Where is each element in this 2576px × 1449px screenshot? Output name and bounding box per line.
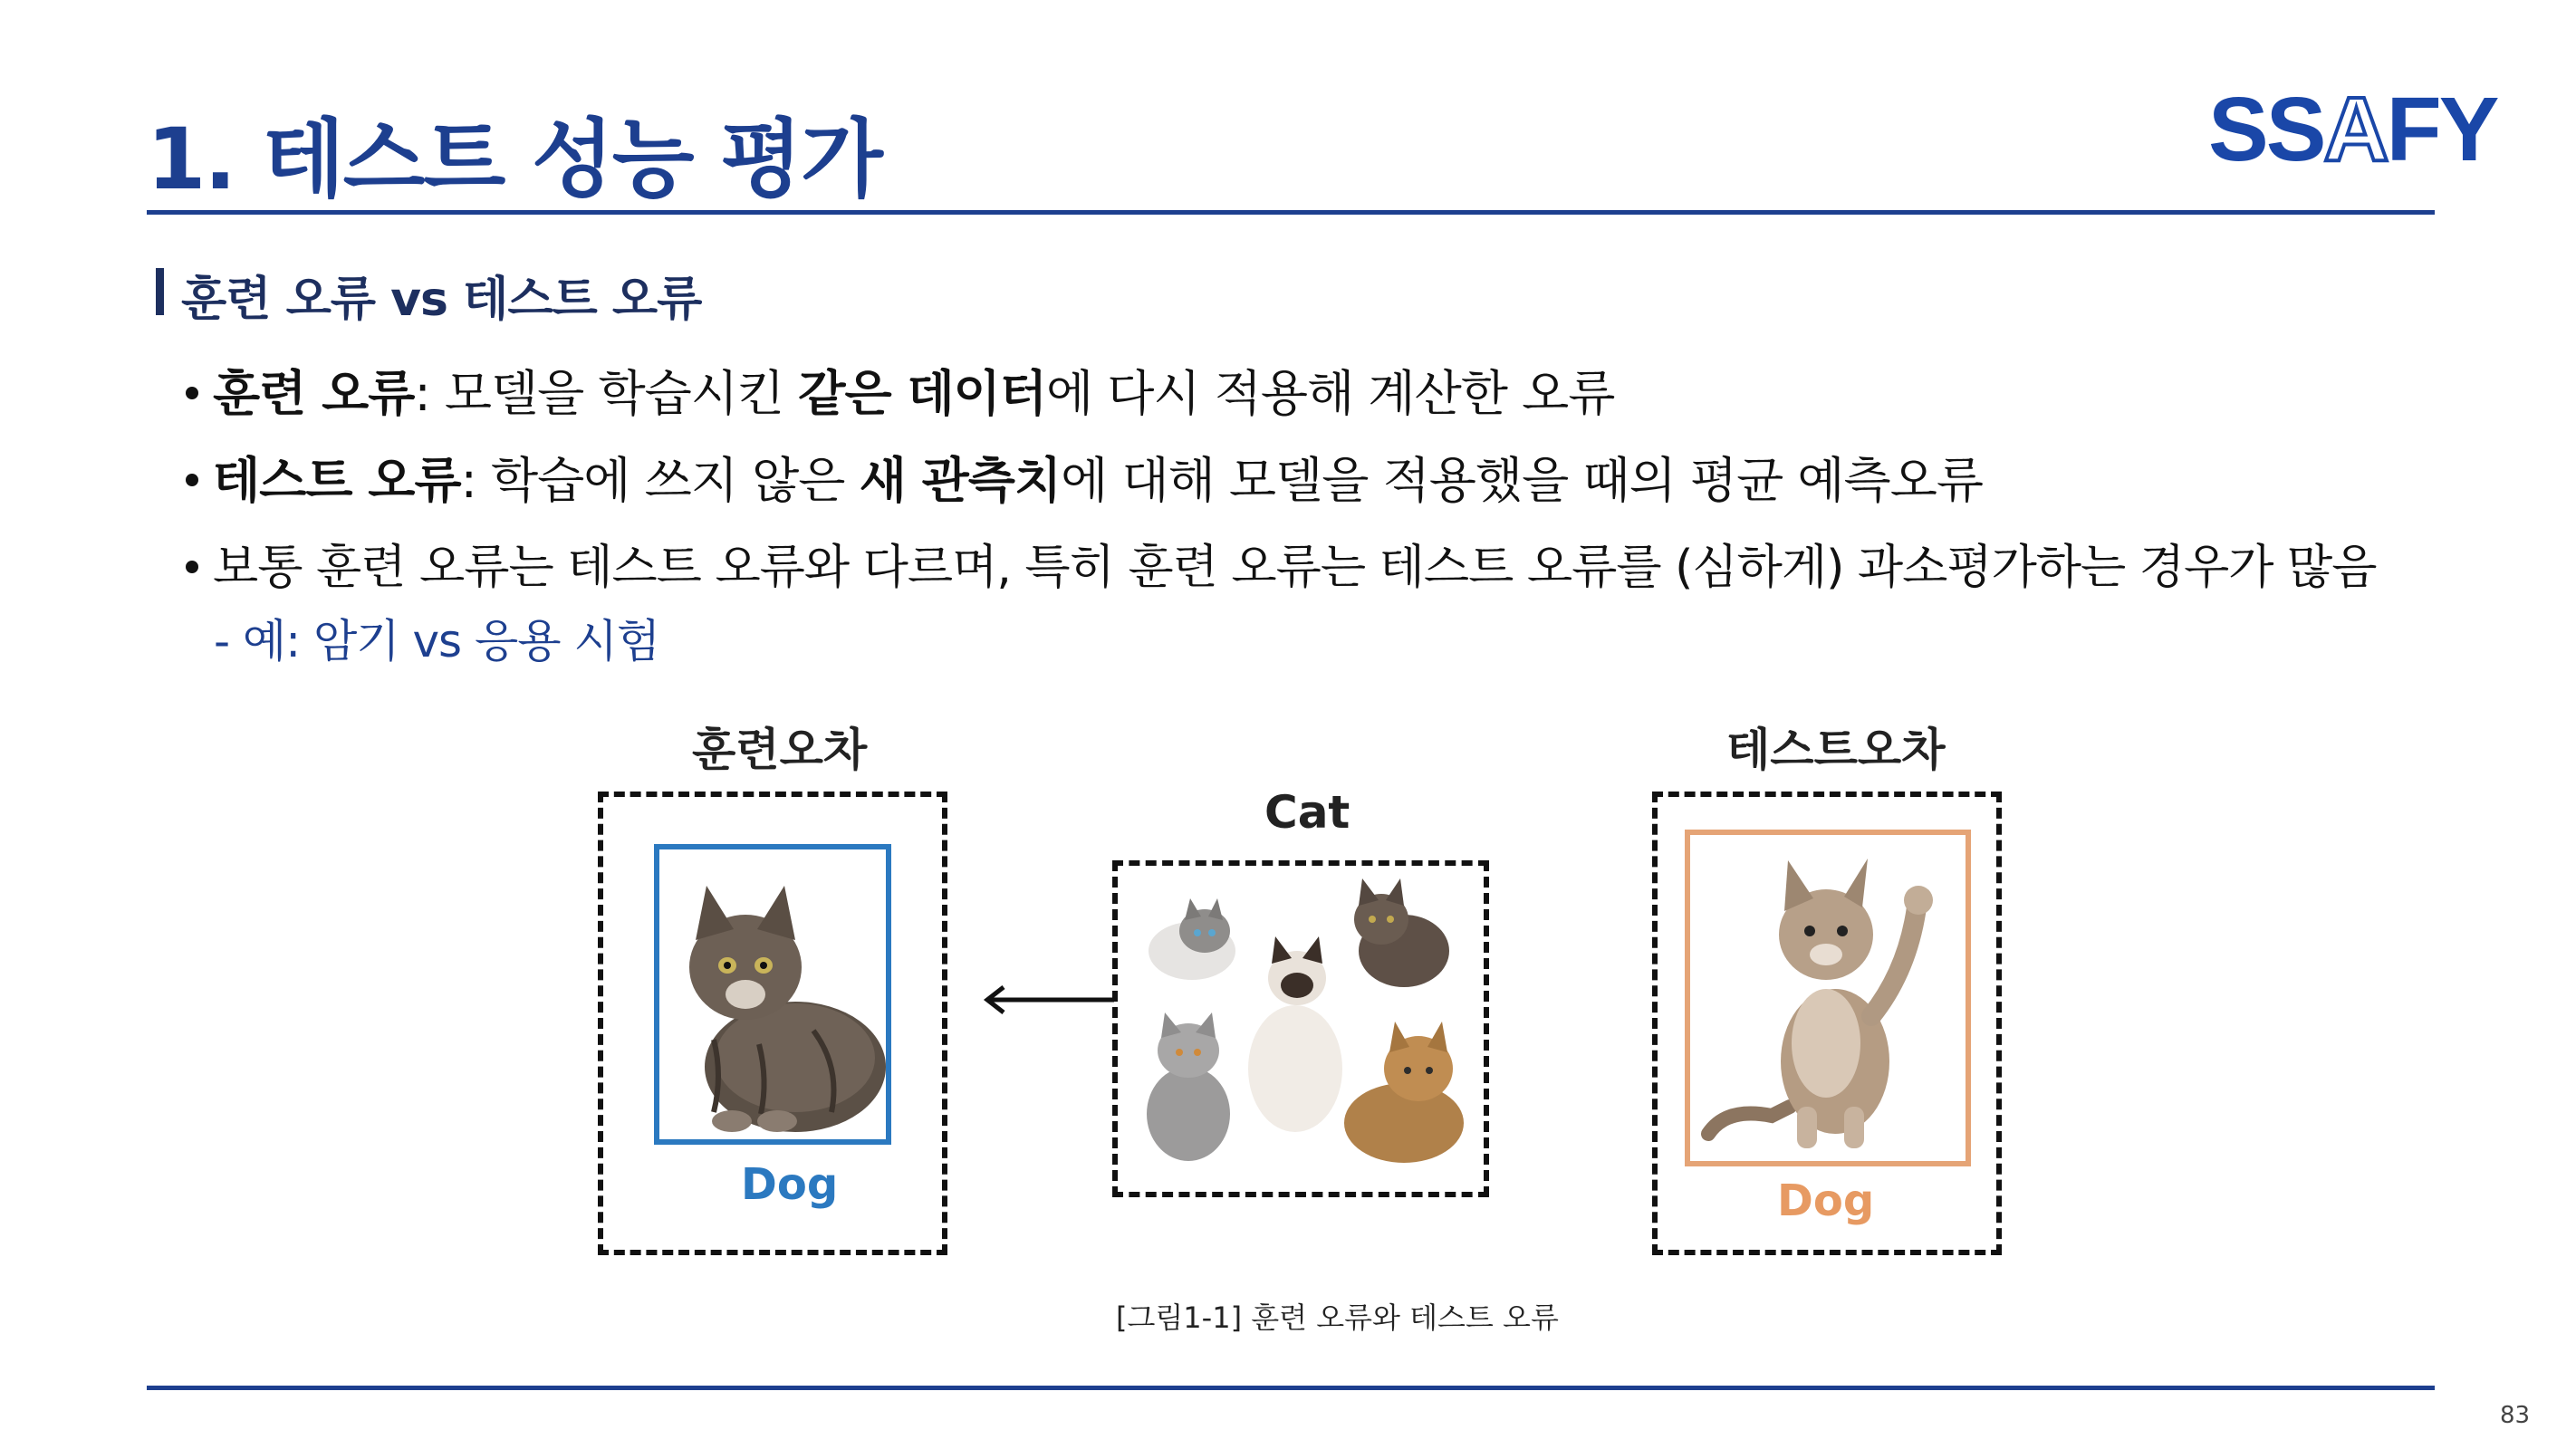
logo-text-suffix: FY [2386, 79, 2497, 180]
train-image-frame [654, 844, 891, 1145]
bullet-dot-icon [186, 561, 198, 573]
bullet-train-error [186, 355, 1614, 425]
bullet-text: 보통 훈련 오류는 테스트 오류와 다르며, 특히 훈련 오류는 테스트 오류를 (심하게) 과소평가하는 경우가 많음 [213, 541, 2377, 595]
bullet-text: 에 다시 적용해 계산한 오류 [1045, 365, 1615, 422]
sub-bullet-example: - 예: 암기 vs 응용 시험 [214, 615, 660, 667]
bullet-dot-icon [186, 387, 198, 399]
bullet-text: : 모델을 학습시킨 [414, 365, 799, 422]
section-heading: 훈련 오류 vs 테스트 오류 [181, 273, 702, 327]
train-error-label: 훈련오차 [692, 724, 868, 776]
logo-text-prefix: SS [2208, 79, 2324, 180]
footer-divider [147, 1386, 2435, 1390]
page-title: 1. 테스트 성능 평가 [147, 110, 881, 209]
logo-text-a: A [2323, 79, 2387, 180]
bullet-dot-icon [186, 474, 198, 486]
bullet-bold: 같은 데이터 [798, 365, 1046, 422]
bullet-text: 에 대해 모델을 적용했을 때의 평균 예측오류 [1061, 452, 1984, 509]
bullet-comparison [186, 529, 2377, 597]
test-error-label: 테스트오차 [1726, 724, 1946, 776]
section-marker [156, 268, 164, 315]
bullet-test-error [186, 442, 1983, 512]
test-prediction-label: Dog [1777, 1176, 1875, 1226]
cat-label: Cat [1264, 786, 1350, 839]
train-prediction-label: Dog [741, 1159, 839, 1210]
bullet-bold: 테스트 오류 [213, 452, 461, 509]
arrow-left-icon [978, 982, 1116, 1018]
cat-collage-image [1132, 878, 1473, 1179]
test-image-frame [1685, 830, 1971, 1166]
cat-image [659, 849, 886, 1139]
bullet-text: : 학습에 쓰지 않은 [460, 452, 860, 509]
bullet-bold: 훈련 오류 [213, 365, 415, 422]
page-number: 83 [2500, 1402, 2531, 1429]
figure-caption: [그림1-1] 훈련 오류와 테스트 오류 [1116, 1300, 1559, 1335]
ssafy-logo [2208, 78, 2496, 182]
kitten-image [1690, 835, 1966, 1161]
header-divider [147, 210, 2435, 215]
bullet-bold: 새 관측치 [859, 452, 1062, 509]
